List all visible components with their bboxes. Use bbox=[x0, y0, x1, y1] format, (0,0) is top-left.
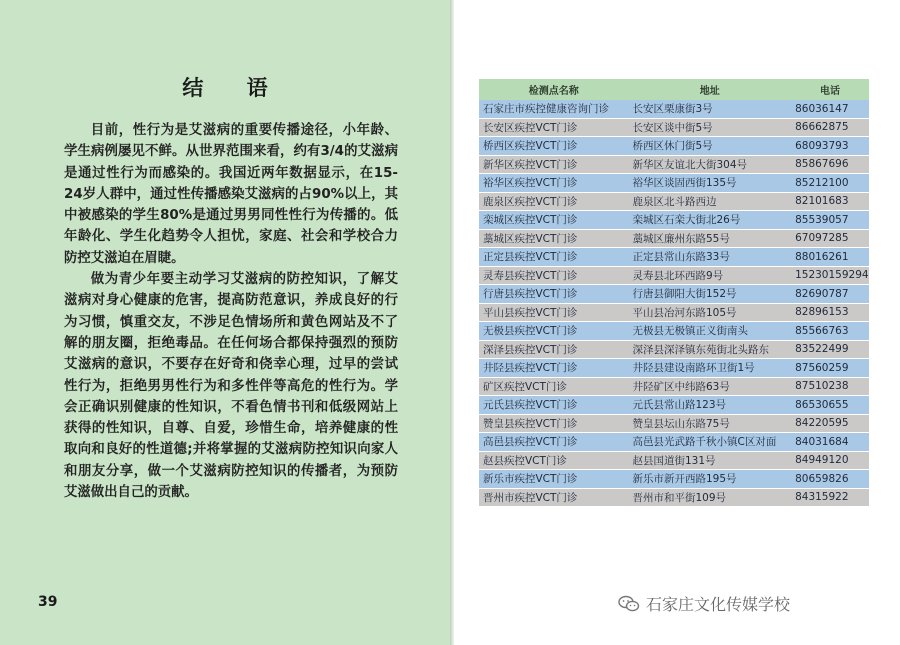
table-row bbox=[479, 118, 869, 137]
cell-site-name: 正定县疾控VCT门诊 bbox=[479, 248, 628, 267]
cell-site-name: 栾城区疾控VCT门诊 bbox=[479, 211, 628, 230]
table-row bbox=[479, 192, 869, 211]
cell-phone: 83522499 bbox=[791, 340, 869, 359]
cell-phone: 86036147 bbox=[791, 100, 869, 118]
cell-site-name: 平山县疾控VCT门诊 bbox=[479, 303, 628, 322]
cell-phone: 85566763 bbox=[791, 322, 869, 341]
table-row bbox=[479, 303, 869, 322]
cell-address: 深泽县深泽镇东苑街北头路东 bbox=[628, 340, 791, 359]
cell-address: 裕华区谈固西街135号 bbox=[628, 174, 791, 193]
table-row bbox=[479, 433, 869, 452]
cell-address: 元氏县常山路123号 bbox=[628, 396, 791, 415]
header-address: 地址 bbox=[628, 79, 791, 100]
cell-site-name: 元氏县疾控VCT门诊 bbox=[479, 396, 628, 415]
table-row bbox=[479, 396, 869, 415]
table-row bbox=[479, 248, 869, 267]
table-row bbox=[479, 229, 869, 248]
cell-address: 赵县国道街131号 bbox=[628, 451, 791, 470]
cell-phone: 84220595 bbox=[791, 414, 869, 433]
cell-phone: 86662875 bbox=[791, 118, 869, 137]
cell-phone: 85212100 bbox=[791, 174, 869, 193]
cell-site-name: 高邑县疾控VCT门诊 bbox=[479, 433, 628, 452]
cell-phone: 82896153 bbox=[791, 303, 869, 322]
cell-site-name: 赞皇县疾控VCT门诊 bbox=[479, 414, 628, 433]
table-row bbox=[479, 266, 869, 285]
watermark bbox=[618, 592, 790, 615]
table-row bbox=[479, 340, 869, 359]
cell-address: 平山县冶河东路105号 bbox=[628, 303, 791, 322]
cell-address: 正定县常山东路33号 bbox=[628, 248, 791, 267]
table-row bbox=[479, 174, 869, 193]
cell-address: 井陉矿区中纬路63号 bbox=[628, 377, 791, 396]
table-row bbox=[479, 359, 869, 378]
cell-address: 赞皇县坛山东路75号 bbox=[628, 414, 791, 433]
cell-phone: 80659826 bbox=[791, 470, 869, 489]
table-row bbox=[479, 100, 869, 118]
cell-address: 长安区谈中街5号 bbox=[628, 118, 791, 137]
page-title: 结 语 bbox=[182, 76, 286, 100]
cell-site-name: 行唐县疾控VCT门诊 bbox=[479, 285, 628, 304]
cell-address: 灵寿县北环西路9号 bbox=[628, 266, 791, 285]
wechat-icon bbox=[618, 595, 640, 613]
cell-site-name: 无极县疾控VCT门诊 bbox=[479, 322, 628, 341]
cell-site-name: 长安区疾控VCT门诊 bbox=[479, 118, 628, 137]
header-site-name: 检测点名称 bbox=[479, 79, 628, 100]
table-row bbox=[479, 470, 869, 489]
paragraph-2: 做为青少年要主动学习艾滋病的防控知识，了解艾滋病对身心健康的危害，提高防范意识，养成良好的行为习惯，慎重交友，不涉足色情场所和黄色网站及不了解的朋友圈，拒绝毒品。在任何场合都保持强烈的预防艾滋病的意识，不要存在好奇和侥幸心理，过早的尝试性行为，拒绝男男性行为和多性伴等高危的性行为。学会正确识别健康的性知识，不看色情书刊和低级网站上获得的性知识，自尊、自爱，珍惜生命，培养健康的性取向和良好的性道德;并将掌握的艾滋病防控知识向家人和朋友分享，做一个艾滋病防控知识的传播者，为预防艾滋做出自己的贡献。 bbox=[64, 272, 398, 501]
cell-site-name: 井陉县疾控VCT门诊 bbox=[479, 359, 628, 378]
cell-address: 鹿泉区北斗路西边 bbox=[628, 192, 791, 211]
table-row bbox=[479, 211, 869, 230]
table-row bbox=[479, 137, 869, 156]
page-number: 39 bbox=[38, 594, 58, 610]
cell-phone: 68093793 bbox=[791, 137, 869, 156]
cell-site-name: 裕华区疾控VCT门诊 bbox=[479, 174, 628, 193]
testing-sites-table bbox=[479, 79, 869, 507]
table-header-row bbox=[479, 79, 869, 100]
table-body bbox=[479, 100, 869, 507]
cell-phone: 84949120 bbox=[791, 451, 869, 470]
cell-site-name: 桥西区疾控VCT门诊 bbox=[479, 137, 628, 156]
cell-phone: 67097285 bbox=[791, 229, 869, 248]
cell-address: 行唐县御阳大街152号 bbox=[628, 285, 791, 304]
table-row bbox=[479, 322, 869, 341]
cell-site-name: 晋州市疾控VCT门诊 bbox=[479, 488, 628, 507]
cell-site-name: 石家庄市疾控健康咨询门诊 bbox=[479, 100, 628, 118]
cell-phone: 82101683 bbox=[791, 192, 869, 211]
cell-address: 晋州市和平街109号 bbox=[628, 488, 791, 507]
cell-phone: 15230159294 bbox=[791, 266, 869, 285]
table-row bbox=[479, 377, 869, 396]
cell-site-name: 新乐市疾控VCT门诊 bbox=[479, 470, 628, 489]
cell-address: 无极县无极镇正义街南头 bbox=[628, 322, 791, 341]
cell-phone: 86530655 bbox=[791, 396, 869, 415]
cell-address: 新华区友谊北大街304号 bbox=[628, 155, 791, 174]
cell-site-name: 深泽县疾控VCT门诊 bbox=[479, 340, 628, 359]
cell-address: 新乐市新开西路195号 bbox=[628, 470, 791, 489]
cell-phone: 84031684 bbox=[791, 433, 869, 452]
table-row bbox=[479, 285, 869, 304]
cell-phone: 88016261 bbox=[791, 248, 869, 267]
cell-phone: 84315922 bbox=[791, 488, 869, 507]
cell-phone: 87510238 bbox=[791, 377, 869, 396]
watermark-text: 石家庄文化传媒学校 bbox=[646, 595, 791, 614]
cell-site-name: 鹿泉区疾控VCT门诊 bbox=[479, 192, 628, 211]
cell-site-name: 灵寿县疾控VCT门诊 bbox=[479, 266, 628, 285]
table-row bbox=[479, 488, 869, 507]
cell-address: 长安区栗康街3号 bbox=[628, 100, 791, 118]
body-text bbox=[64, 120, 398, 503]
cell-address: 高邑县光武路千秋小镇C区对面 bbox=[628, 433, 791, 452]
right-page bbox=[454, 0, 900, 645]
cell-site-name: 赵县疾控VCT门诊 bbox=[479, 451, 628, 470]
cell-site-name: 藁城区疾控VCT门诊 bbox=[479, 229, 628, 248]
header-phone: 电话 bbox=[791, 79, 869, 100]
cell-phone: 85867696 bbox=[791, 155, 869, 174]
cell-site-name: 矿区疾控VCT门诊 bbox=[479, 377, 628, 396]
cell-address: 栾城区石栾大街北26号 bbox=[628, 211, 791, 230]
cell-address: 藁城区廉州东路55号 bbox=[628, 229, 791, 248]
table-row bbox=[479, 414, 869, 433]
cell-address: 井陉县建设南路环卫街1号 bbox=[628, 359, 791, 378]
cell-phone: 87560259 bbox=[791, 359, 869, 378]
table-row bbox=[479, 155, 869, 174]
cell-phone: 85539057 bbox=[791, 211, 869, 230]
cell-site-name: 新华区疾控VCT门诊 bbox=[479, 155, 628, 174]
paragraph-1: 目前，性行为是艾滋病的重要传播途径，小年龄、学生病例屡见不鲜。从世界范围来看，约有3/4的艾滋病是通过性行为而感染的。我国近两年数据显示，在15-24岁人群中，通过性传播感染艾滋病的占90%以上，其中被感染的学生80%是通过男男同性性行为传播的。低年龄化、学生化趋势令人担忧，家庭、社会和学校合力防控艾滋迫在眉睫。 bbox=[64, 123, 398, 266]
cell-phone: 82690787 bbox=[791, 285, 869, 304]
table-row bbox=[479, 451, 869, 470]
cell-address: 桥西区休门街5号 bbox=[628, 137, 791, 156]
